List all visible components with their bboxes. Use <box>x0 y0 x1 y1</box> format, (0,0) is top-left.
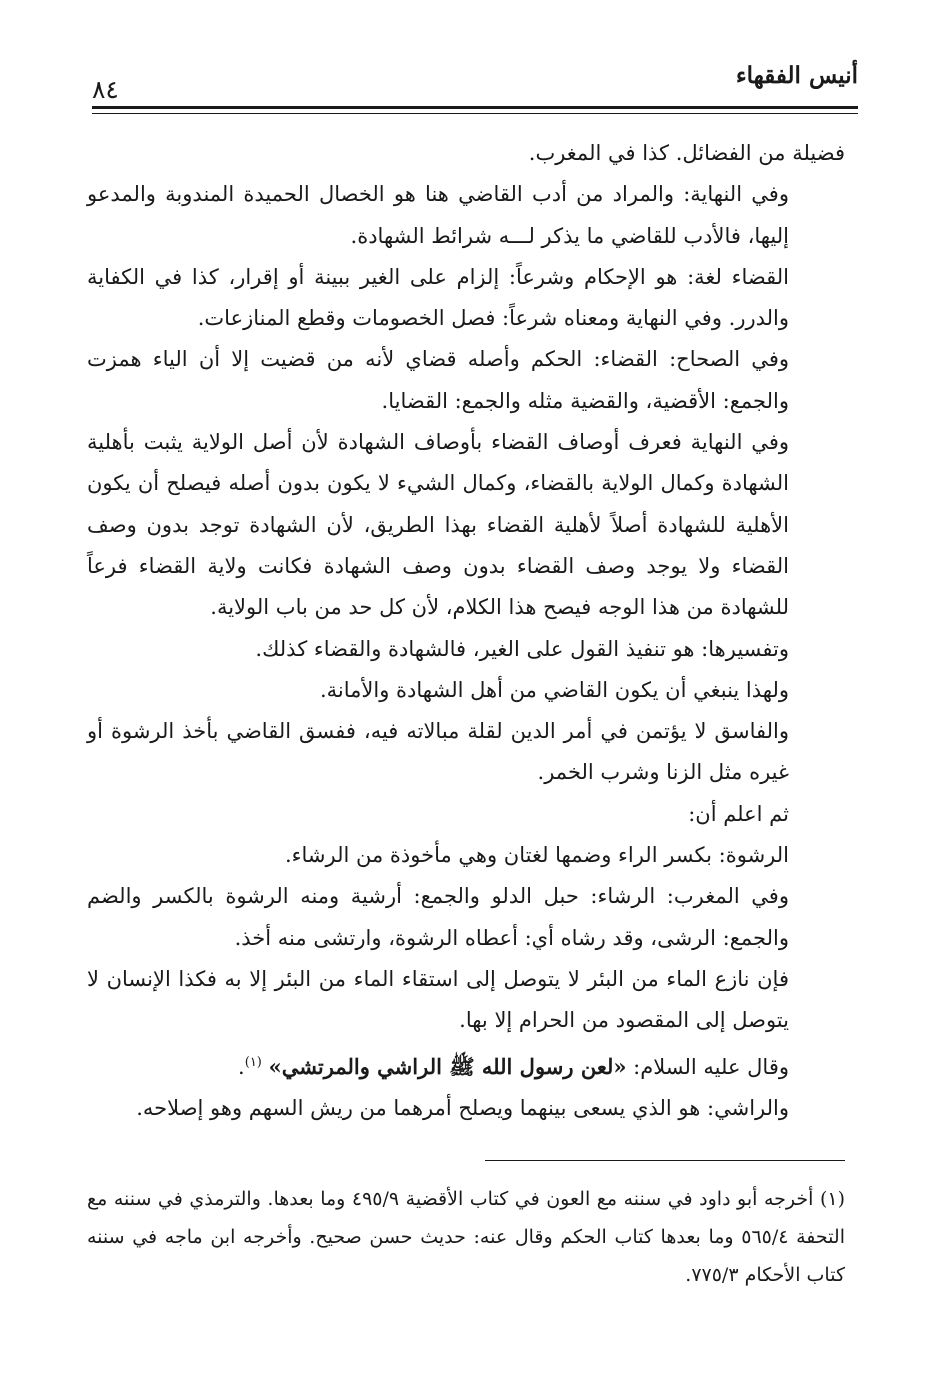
paragraph: وفي الصحاح: القضاء: الحكم وأصله قضاي لأنه من قضيت إلا أن الياء همزت والجمع: الأقضية، والقضية مثله والجمع: القضايا. <box>87 347 789 413</box>
hadith-intro: وقال عليه السلام: <box>626 1054 789 1079</box>
running-header <box>92 62 858 102</box>
paragraph: الرشوة: بكسر الراء وضمها لغتان وهي مأخوذة من الرشاء. <box>284 843 789 868</box>
footnote-divider <box>485 1160 845 1161</box>
main-text <box>87 133 845 1129</box>
page-number: ٨٤ <box>92 75 119 104</box>
paragraph: وفي المغرب: الرشاء: حبل الدلو والجمع: أرشية ومنه الرشوة بالكسر والضم والجمع: الرشى، وقد رشاه أي: أعطاه الرشوة، وارتشى منه أخذ. <box>87 884 789 950</box>
hadith-paragraph <box>87 1042 845 1088</box>
paragraph: وفي النهاية فعرف أوصاف القضاء بأوصاف الشهادة لأن أصل الولاية يثبت بأهلية الشهادة وكمال الولاية بالقضاء، وكمال الشيء لا يكون بدون أصله فيصلح أن يكون الأهلية للشهادة أصلاً لأهلية القضاء بهذا الطريق، لأن الشهادة توجد بدون وصف القضاء ولا يوجد وصف القضاء بدون وصف الشهادة فكانت ولاية القضاء فرعاً للشهادة من هذا الوجه فيصح هذا الكلام، لأن كل حد من باب الولاية. <box>87 430 789 620</box>
footnote-text: (١) أخرجه أبو داود في سننه مع العون في كتاب الأقضية ٤٩٥/٩ وما بعدها. والترمذي في سننه مع التحفة ٥٦٥/٤ وما بعدها كتاب الحكم وقال عنه: حديث حسن صحيح. وأخرجه ابن ماجه في سننه كتاب الأحكام ٧٧٥/٣. <box>87 1188 846 1286</box>
paragraph: وفي النهاية: والمراد من أدب القاضي هنا هو الخصال الحميدة المندوبة والمدعو إليها، فالأدب للقاضي ما يذكر لـــه شرائط الشهادة. <box>87 182 789 248</box>
paragraph: والفاسق لا يؤتمن في أمر الدين لقلة مبالاته فيه، ففسق القاضي بأخذ الرشوة أو غيره مثل الزنا وشرب الخمر. <box>87 719 789 785</box>
paragraph: فضيلة من الفضائل. كذا في المغرب. <box>528 141 845 165</box>
paragraph: فإن نازع الماء من البئر لا يتوصل إلى استقاء الماء من البئر إلا به فكذا الإنسان لا يتوصل إلى المقصود من الحرام إلا بها. <box>87 966 789 1033</box>
paragraph: ثم اعلم أن: <box>688 801 789 826</box>
hadith-quote: «لعن رسول الله ﷺ الراشي والمرتشي» <box>268 1053 627 1079</box>
paragraph: وتفسيرها: هو تنفيذ القول على الغير، فالشهادة والقضاء كذلك. <box>255 636 789 661</box>
paragraph: القضاء لغة: هو الإحكام وشرعاً: إلزام على الغير ببينة أو إقرار، كذا في الكفاية والدرر. وفي النهاية ومعناه شرعاً: فصل الخصومات وقطع المنازعات. <box>87 264 789 331</box>
footnote-section <box>87 1180 845 1294</box>
hadith-end: . <box>238 1054 245 1079</box>
book-title: أنيس الفقهاء <box>735 62 858 89</box>
paragraph: ولهذا ينبغي أن يكون القاضي من أهل الشهادة والأمانة. <box>319 677 789 702</box>
footnote-reference[interactable]: (١) <box>244 1054 262 1070</box>
header-rule-thin <box>92 113 858 114</box>
header-rule-thick <box>92 106 858 109</box>
paragraph: والراشي: هو الذي يسعى بينهما ويصلح أمرهما من ريش السهم وهو إصلاحه. <box>136 1095 789 1120</box>
